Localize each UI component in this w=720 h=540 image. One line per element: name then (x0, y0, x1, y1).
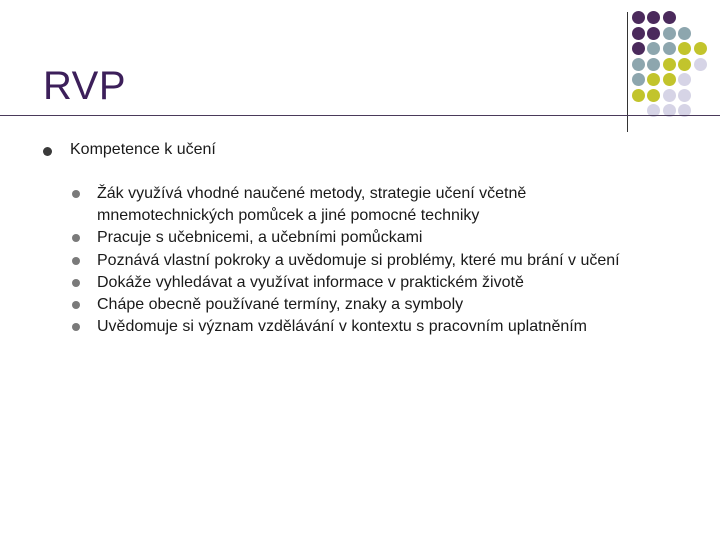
sub-point-text: Chápe obecně používané termíny, znaky a symboly (97, 296, 464, 314)
sub-point (70, 227, 660, 249)
slide-title: RVP (43, 64, 127, 108)
bullet-icon (72, 190, 80, 198)
sub-point-text: Dokáže vyhledávat a využívat informace v praktickém životě (97, 273, 524, 291)
bullet-icon (72, 323, 80, 331)
bullet-icon (43, 147, 52, 156)
sub-point (70, 294, 660, 316)
sub-point (70, 272, 660, 294)
sub-point-text: Pracuje s učebnicemi, a učebními pomůckami (97, 229, 423, 247)
sub-point-text: Uvědomuje si význam vzdělávání v kontextu s pracovním uplatněním (97, 318, 588, 336)
sub-point (70, 250, 660, 272)
bullet-icon (72, 279, 80, 287)
bullet-icon (72, 234, 80, 242)
sub-point-list (70, 183, 660, 338)
main-point: Kompetence k učení (70, 141, 216, 158)
bullet-icon (72, 257, 80, 265)
sub-point (70, 183, 660, 227)
sub-point-text: Poznává vlastní pokroky a uvědomuje si problémy, které mu brání v učení (97, 251, 620, 269)
bullet-icon (72, 301, 80, 309)
sub-point (70, 316, 660, 338)
sub-point-text: Žák využívá vhodné naučené metody, strategie učení včetně mnemotechnických pomůcek a jiné pomocné techniky (97, 185, 527, 225)
